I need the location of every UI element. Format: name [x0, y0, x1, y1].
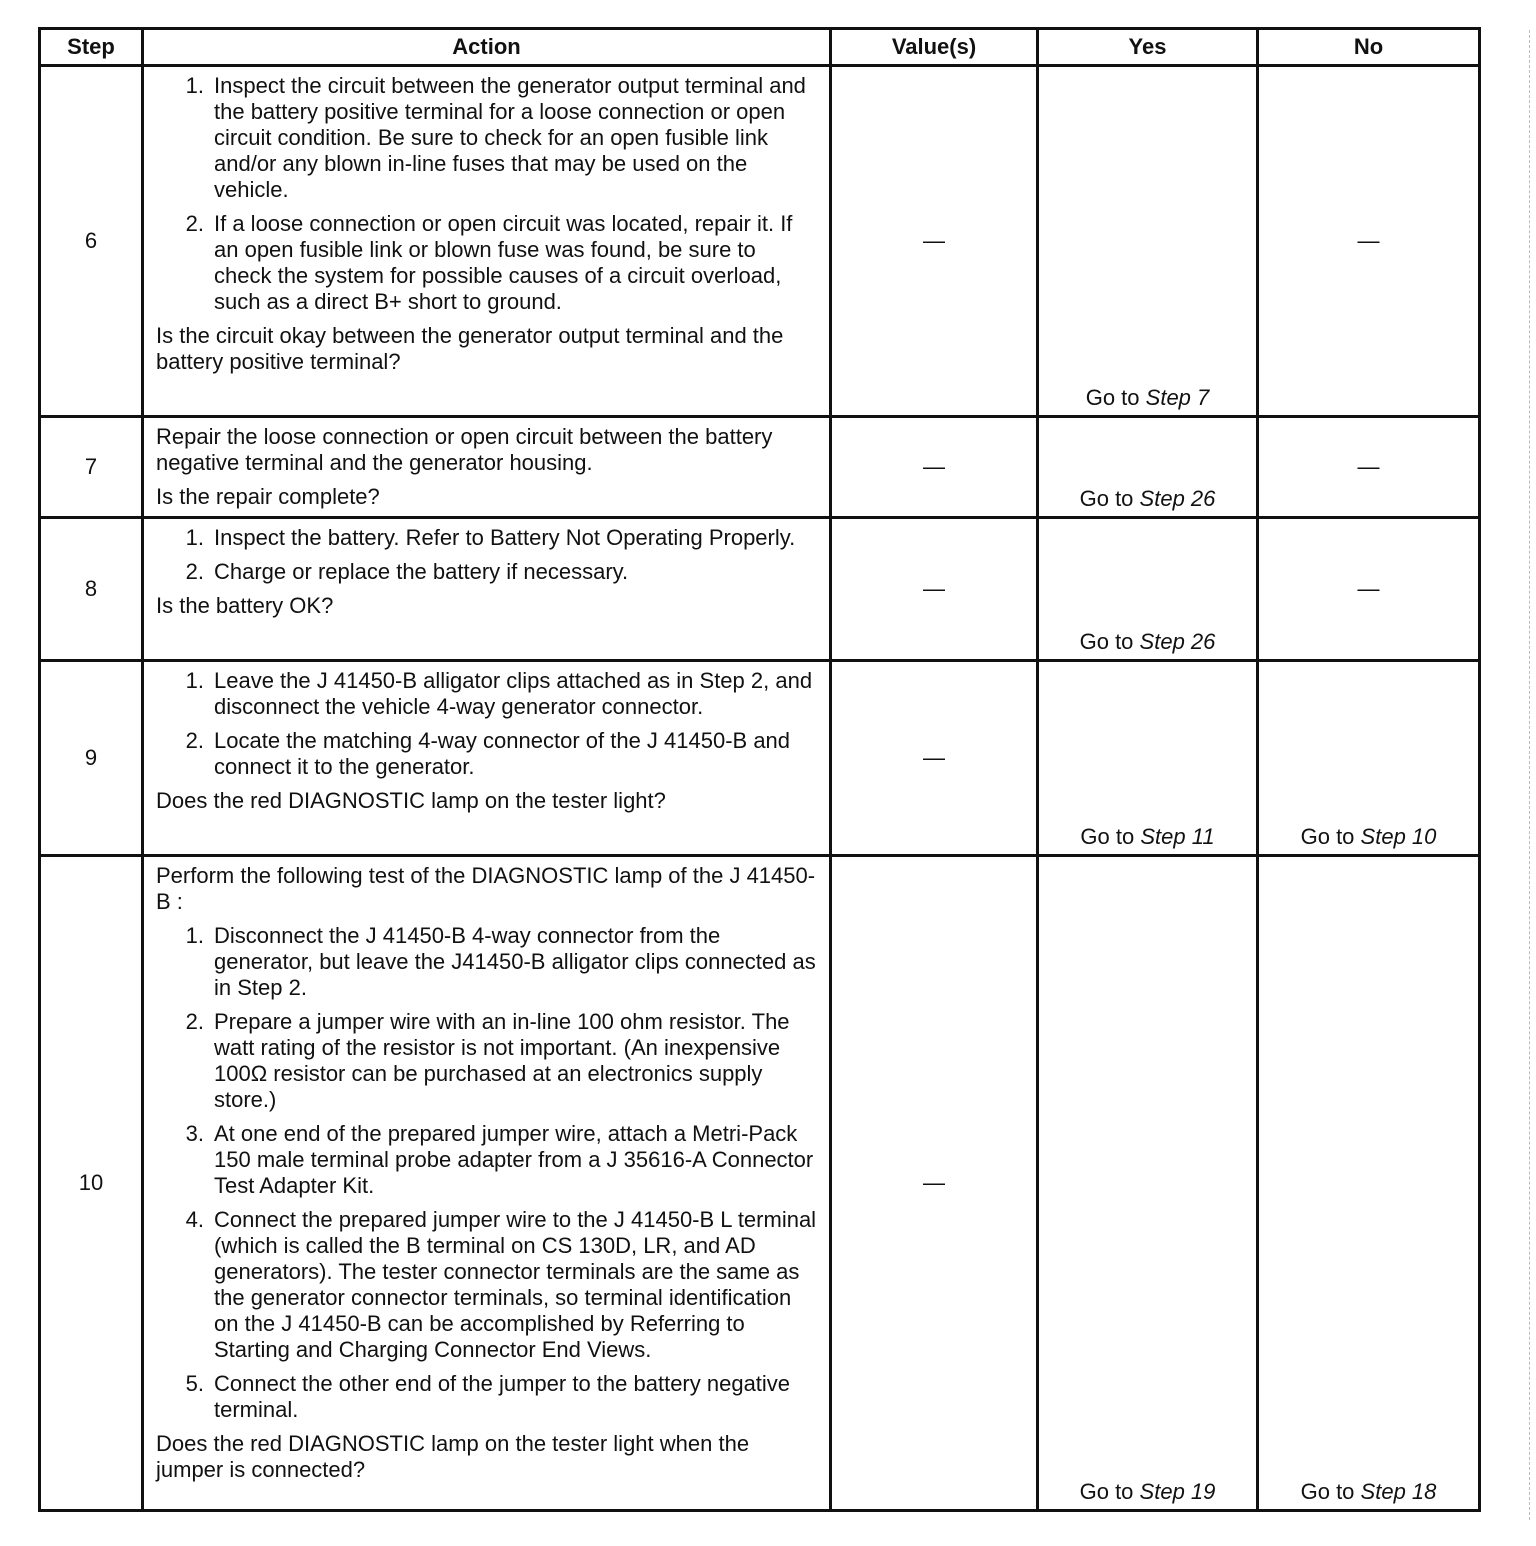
yes-cell: Go to Step 7: [1038, 66, 1258, 417]
no-cell: —: [1258, 518, 1480, 661]
yes-cell: Go to Step 11: [1038, 661, 1258, 856]
action-cell: [143, 66, 831, 417]
list-item: 5. Connect the other end of the jumper to the battery negative terminal.: [185, 1371, 791, 1422]
intro-text: Repair the loose connection or open circuit between the battery negative terminal and the generator housing.: [156, 424, 773, 475]
value-cell: —: [831, 661, 1038, 856]
table-row: [40, 66, 1480, 417]
action-cell: [143, 518, 831, 661]
yes-cell: Go to Step 19: [1038, 856, 1258, 1511]
page-edge-marks: [1527, 30, 1530, 1520]
header-values: Value(s): [831, 29, 1038, 66]
header-no: No: [1258, 29, 1480, 66]
question-text: Does the red DIAGNOSTIC lamp on the tester light?: [156, 788, 666, 813]
list-item: 2. Charge or replace the battery if necessary.: [185, 559, 629, 584]
list-item: 1. Inspect the battery. Refer to Battery Not Operating Properly.: [185, 525, 796, 550]
table-row: [40, 856, 1480, 1511]
table-row: [40, 661, 1480, 856]
list-item: 2. Locate the matching 4-way connector of the J 41450-B and connect it to the generator.: [185, 728, 791, 779]
list-item: 1. Disconnect the J 41450-B 4-way connector from the generator, but leave the J41450-B alligator clips connected as in Step 2.: [185, 923, 816, 1000]
action-cell: [143, 856, 831, 1511]
no-cell: —: [1258, 66, 1480, 417]
value-cell: —: [831, 518, 1038, 661]
step-number: 7: [40, 417, 143, 518]
step-number: 6: [40, 66, 143, 417]
step-number: 10: [40, 856, 143, 1511]
value-cell: —: [831, 856, 1038, 1511]
table-row: [40, 417, 1480, 518]
intro-text: Perform the following test of the DIAGNOSTIC lamp of the J 41450-B :: [156, 863, 816, 914]
no-cell: Go to Step 10: [1258, 661, 1480, 856]
action-list: [156, 525, 819, 585]
question-text: Is the circuit okay between the generator output terminal and the battery positive terminal?: [156, 323, 784, 374]
value-cell: —: [831, 66, 1038, 417]
list-item: 4. Connect the prepared jumper wire to the J 41450-B L terminal (which is called the B terminal on CS 130D, LR, and AD generators). The tester connector terminals are the same as the generator connector terminals, so terminal identification on the J 41450-B can be accomplished by Referring to Starting and Charging Connector End Views.: [185, 1207, 817, 1362]
question-text: Is the repair complete?: [156, 484, 380, 509]
no-cell: —: [1258, 417, 1480, 518]
table-row: [40, 518, 1480, 661]
action-list: [156, 923, 819, 1423]
list-item: 1. Inspect the circuit between the generator output terminal and the battery positive terminal for a loose connection or open circuit condition. Be sure to check for an open fusible link and/or any blown in-line fuses that may be used on the vehicle.: [185, 73, 806, 202]
action-cell: [143, 417, 831, 518]
list-item: 2. If a loose connection or open circuit was located, repair it. If an open fusible link or blown fuse was found, be sure to check the system for possible causes of a circuit overload, such as a direct B+ short to ground.: [185, 211, 793, 314]
yes-cell: Go to Step 26: [1038, 417, 1258, 518]
no-cell: Go to Step 18: [1258, 856, 1480, 1511]
action-cell: [143, 661, 831, 856]
list-item: 1. Leave the J 41450-B alligator clips attached as in Step 2, and disconnect the vehicle 4-way generator connector.: [185, 668, 813, 719]
yes-cell: Go to Step 26: [1038, 518, 1258, 661]
header-step: Step: [40, 29, 143, 66]
question-text: Does the red DIAGNOSTIC lamp on the tester light when the jumper is connected?: [156, 1431, 750, 1482]
header-row: [40, 29, 1480, 66]
header-yes: Yes: [1038, 29, 1258, 66]
value-cell: —: [831, 417, 1038, 518]
header-action: Action: [143, 29, 831, 66]
step-number: 8: [40, 518, 143, 661]
list-item: 2. Prepare a jumper wire with an in-line 100 ohm resistor. The watt rating of the resistor is not important. (An inexpensive 100Ω resistor can be purchased at an electronics supply store.): [185, 1009, 790, 1112]
list-item: 3. At one end of the prepared jumper wire, attach a Metri-Pack 150 male terminal probe adapter from a J 35616-A Connector Test Adapter Kit.: [185, 1121, 814, 1198]
diagnostic-table: [38, 27, 1481, 1512]
step-number: 9: [40, 661, 143, 856]
action-list: [156, 73, 819, 315]
action-list: [156, 668, 819, 780]
question-text: Is the battery OK?: [156, 593, 334, 618]
